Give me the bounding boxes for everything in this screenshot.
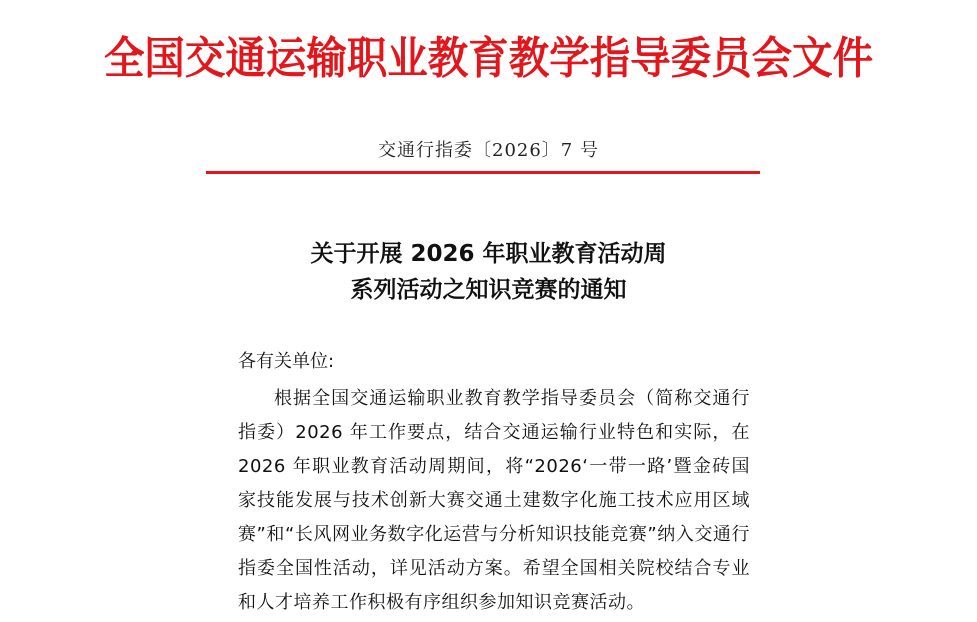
body-paragraph: 根据全国交通运输职业教育教学指导委员会（简称交通行指委）2026 年工作要点，结合交通运输行业特色和实际，在 2026 年职业教育活动周期间，将“2026‘一带一路’暨金砖国家技能发展与技术创新大赛交通土建数字化施工技术应用区域赛”和“长风网业务数字化运营与分析知识技能竞赛”纳入交通行指委全国性活动，详见活动方案。希望全国相关院校结合专业和人才培养工作积极有序组织参加知识竞赛活动。 (238, 388, 750, 613)
notice-title-line-2: 系列活动之知识竞赛的通知 (350, 277, 627, 303)
salutation: 各有关单位: (238, 351, 335, 372)
notice-title (0, 236, 977, 308)
document-masthead: 全国交通运输职业教育教学指导委员会文件 (103, 33, 874, 84)
document-number: 交通行指委〔2026〕7 号 (378, 140, 599, 161)
red-divider-rule (206, 171, 760, 174)
notice-body (238, 346, 750, 620)
notice-title-line-1: 关于开展 2026 年职业教育活动周 (310, 241, 667, 267)
